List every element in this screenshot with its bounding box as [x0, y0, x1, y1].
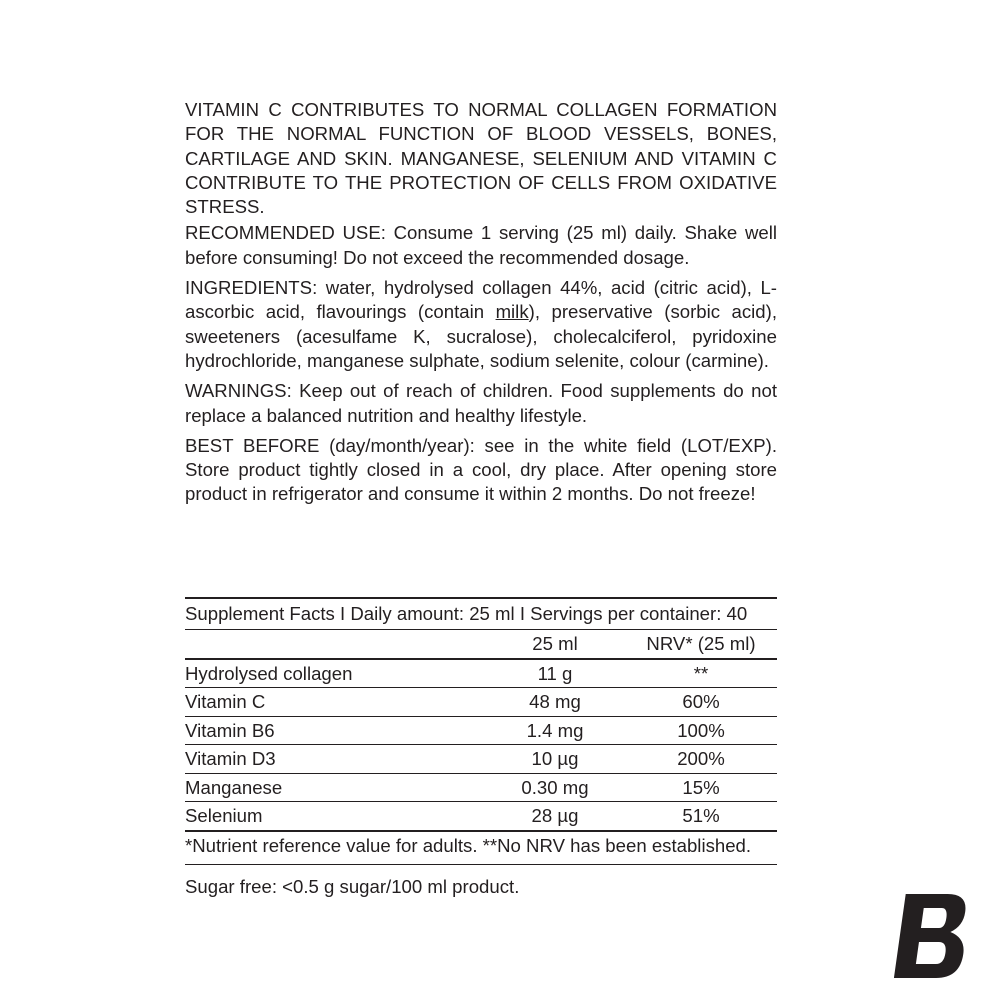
sugar-free-note: Sugar free: <0.5 g sugar/100 ml product.: [185, 875, 520, 897]
divider: [185, 864, 777, 865]
ingredients-allergen: milk: [495, 301, 529, 323]
nutrient-name: Selenium: [185, 802, 485, 831]
brand-b-logo-icon: [894, 892, 976, 980]
nutrient-amount: 48 mg: [485, 688, 625, 717]
column-nrv: NRV* (25 ml): [625, 630, 777, 659]
facts-column-header: [185, 630, 777, 659]
table-row: [185, 745, 777, 774]
nutrient-amount: 1.4 mg: [485, 716, 625, 745]
recommended-use: RECOMMENDED USE: Consume 1 serving (25 ml) daily. Shake well before consuming! Do not exceed the recommended dosage.: [185, 222, 777, 268]
nutrient-name: Hydrolysed collagen: [185, 659, 485, 688]
table-row: [185, 688, 777, 717]
facts-table: [185, 629, 777, 832]
nutrient-amount: 11 g: [485, 659, 625, 688]
nutrient-name: Manganese: [185, 773, 485, 802]
ingredients-before: INGREDIENTS: water, hydrolysed collagen 44%, acid (citric acid), L-ascorbic acid, flavourings (contain: [185, 277, 777, 323]
label-text: [185, 98, 777, 507]
supplement-facts: [185, 597, 777, 899]
nutrient-amount: 10 µg: [485, 745, 625, 774]
nutrient-amount: 0.30 mg: [485, 773, 625, 802]
nutrient-amount: 28 µg: [485, 802, 625, 831]
nutrient-name: Vitamin C: [185, 688, 485, 717]
ingredients-after: ), preservative (sorbic acid), sweeteners (acesulfame K, sucralose), cholecalciferol, pyridoxine hydrochloride, manganese sulphate, sodium selenite, colour (carmine).: [185, 301, 777, 371]
column-amount: 25 ml: [485, 630, 625, 659]
best-before: BEST BEFORE (day/month/year): see in the white field (LOT/EXP). Store product tightly closed in a cool, dry place. After opening store product in refrigerator and consume it within 2 months. Do not freeze!: [185, 434, 777, 505]
table-row: [185, 802, 777, 831]
nutrient-name: Vitamin D3: [185, 745, 485, 774]
nutrient-nrv: 51%: [625, 802, 777, 831]
nutrient-nrv: 15%: [625, 773, 777, 802]
warnings: WARNINGS: Keep out of reach of children. Food supplements do not replace a balanced nutrition and healthy lifestyle.: [185, 380, 777, 426]
ingredients: [185, 276, 777, 373]
table-row: [185, 773, 777, 802]
nutrient-nrv: 100%: [625, 716, 777, 745]
nutrient-nrv: 60%: [625, 688, 777, 717]
nutrient-nrv: 200%: [625, 745, 777, 774]
table-row: [185, 659, 777, 688]
facts-header: Supplement Facts I Daily amount: 25 ml I Servings per container: 40: [185, 597, 777, 629]
nrv-footnote: *Nutrient reference value for adults. **No NRV has been established.: [185, 834, 752, 856]
table-row: [185, 716, 777, 745]
nutrient-nrv: **: [625, 659, 777, 688]
health-claims: VITAMIN C CONTRIBUTES TO NORMAL COLLAGEN FORMATION FOR THE NORMAL FUNCTION OF BLOOD VESSELS, BONES, CARTILAGE AND SKIN. MANGANESE, SELENIUM AND VITAMIN C CONTRIBUTE TO THE PROTECTION OF CELLS FROM OXIDATIVE STRESS.: [185, 99, 777, 218]
nutrient-name: Vitamin B6: [185, 716, 485, 745]
